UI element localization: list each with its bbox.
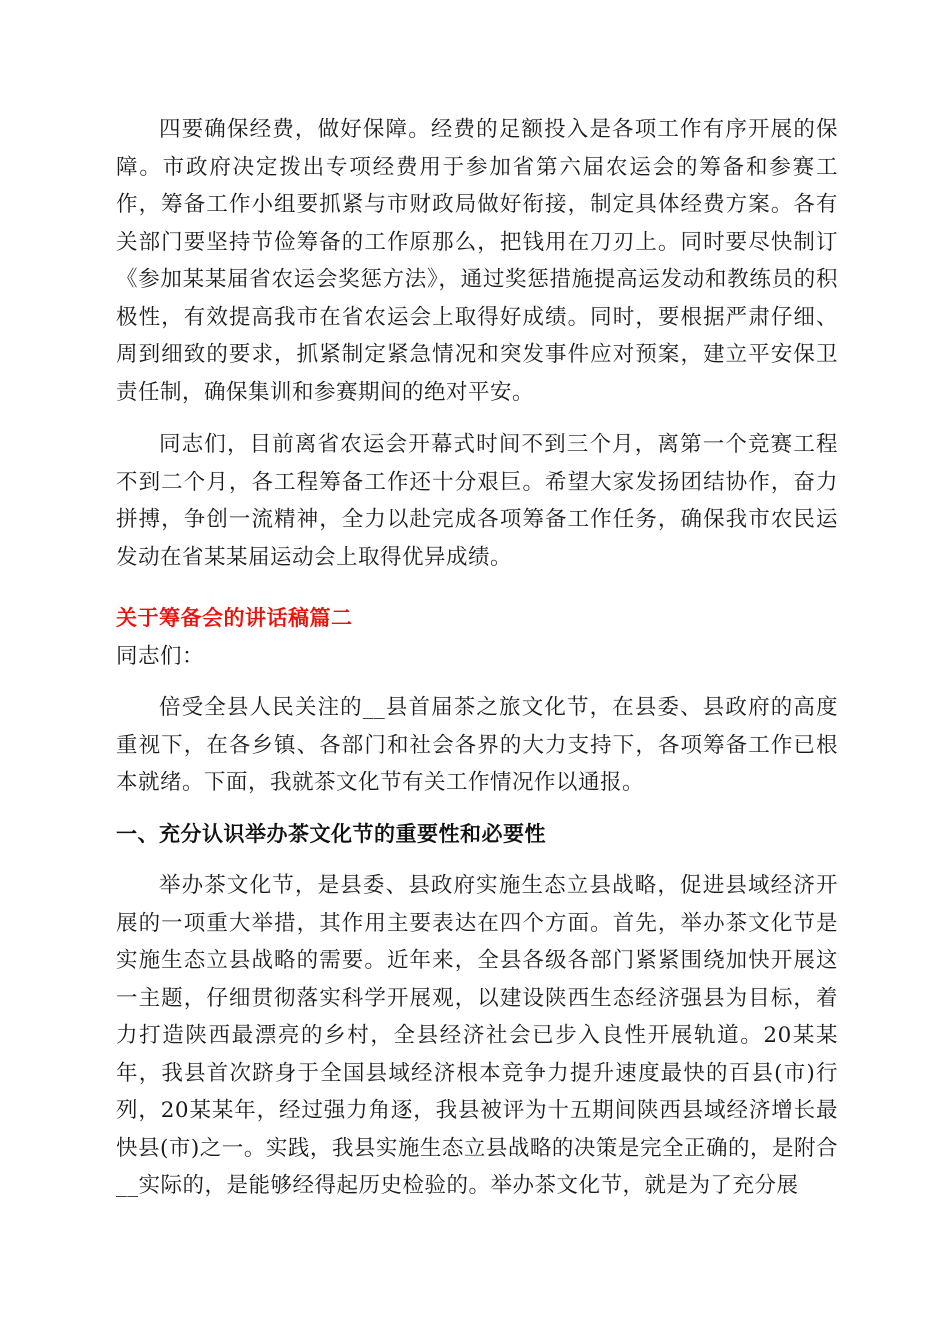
paragraph-tea-festival: 举办茶文化节，是县委、县政府实施生态立县战略，促进县域经济开展的一项重大举措，其作用主要表达在四个方面。首先，举办茶文化节是实施生态立县战略的需要。近年来，全县各级各部门紧紧围绕加快开展这一主题，仔细贯彻落实科学开展观，以建设陕西生态经济强县为目标，着力打造陕西最漂亮的乡村，全县经济社会已步入良性开展轨道。20某某年，我县首次跻身于全国县域经济根本竞争力提升速度最快的百县(市)行列，20某某年，经过强力角逐，我县被评为十五期间陕西县域经济增长最快县(市)之一。实践，我县实施生态立县战略的决策是完全正确的，是附合__实际的，是能够经得起历史检验的。举办茶文化节，就是为了充分展 xyxy=(116,873,838,1198)
greeting: 同志们： xyxy=(116,643,205,669)
paragraph-funding: 四要确保经费，做好保障。经费的足额投入是各项工作有序开展的保障。市政府决定拨出专项经费用于参加省第六届农运会的筹备和参赛工作，筹备工作小组要抓紧与市财政局做好衔接，制定具体经费方案。各有关部门要坚持节俭筹备的工作原那么，把钱用在刀刃上。同时要尽快制订《参加某某届省农运会奖惩方法》，通过奖惩措施提高运发动和教练员的积极性，有效提高我市在省农运会上取得好成绩。同时，要根据严肃仔细、周到细致的要求，抓紧制定紧急情况和突发事件应对预案，建立平安保卫责任制，确保集训和参赛期间的绝对平安。 xyxy=(116,117,838,405)
document-body xyxy=(116,111,838,1205)
section-title: 关于筹备会的讲话稿篇二 xyxy=(116,606,353,630)
paragraph-intro: 倍受全县人民关注的__县首届茶之旅文化节，在县委、县政府的高度重视下，在各乡镇、各部门和社会各界的大力支持下，各项筹备工作已根本就绪。下面，我就茶文化节有关工作情况作以通报。 xyxy=(116,695,838,795)
heading-importance: 一、充分认识举办茶文化节的重要性和必要性 xyxy=(116,821,546,846)
paragraph-closing: 同志们，目前离省农运会开幕式时间不到三个月，离第一个竞赛工程不到二个月，各工程筹备工作还十分艰巨。希望大家发扬团结协作，奋力拼搏，争创一流精神，全力以赴完成各项筹备工作任务，确保我市农民运发动在省某某届运动会上取得优异成绩。 xyxy=(116,432,838,570)
